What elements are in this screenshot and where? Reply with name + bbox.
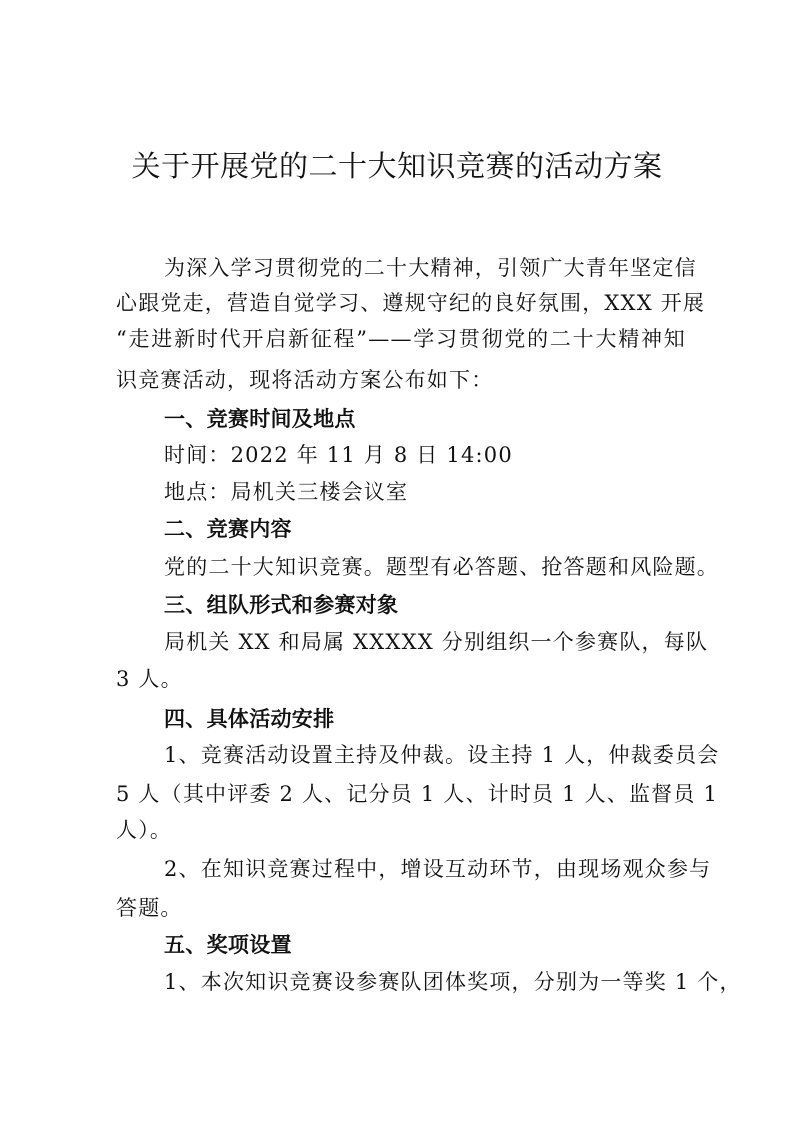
section-place-line: 地点：局机关三楼会议室 [164, 480, 409, 504]
arrangement-line-5: 答题。 [116, 896, 183, 920]
section-heading-awards: 五、奖项设置 [164, 933, 292, 957]
section-heading-content: 二、竞赛内容 [164, 517, 292, 541]
document-title: 关于开展党的二十大知识竞赛的活动方案 [131, 149, 663, 183]
arrangement-line-3: 人）。 [116, 818, 173, 842]
section-heading-time-place: 一、竞赛时间及地点 [164, 407, 356, 431]
intro-line-1: 为深入学习贯彻党的二十大精神，引领广大青年坚定信 [164, 256, 697, 280]
arrangement-line-4: 2、在知识竞赛过程中，增设互动环节，由现场观众参与 [164, 857, 712, 881]
section-time-line: 时间：2022 年 11 月 8 日 14:00 [164, 443, 513, 467]
arrangement-line-2: 5 人（其中评委 2 人、记分员 1 人、计时员 1 人、监督员 1 [116, 782, 719, 806]
section-content-line: 党的二十大知识竞赛。题型有必答题、抢答题和风险题。 [164, 555, 719, 579]
section-team-line-2: 3 人。 [116, 667, 183, 691]
awards-line-1: 1、本次知识竞赛设参赛队团体奖项，分别为一等奖 1 个， [164, 970, 742, 994]
intro-line-3: “走进新时代开启新征程”——学习贯彻党的二十大精神知 [116, 327, 686, 351]
intro-line-2: 心跟党走，营造自觉学习、遵规守纪的良好氛围，XXX 开展 [116, 291, 706, 315]
intro-line-4: 识竞赛活动，现将活动方案公布如下： [116, 368, 494, 392]
section-team-line-1: 局机关 XX 和局属 XXXXX 分别组织一个参赛队，每队 [164, 630, 709, 654]
section-heading-team: 三、组队形式和参赛对象 [164, 593, 399, 617]
section-heading-arrangement: 四、具体活动安排 [164, 707, 335, 731]
arrangement-line-1: 1、竞赛活动设置主持及仲裁。设主持 1 人，仲裁委员会 [164, 743, 720, 767]
